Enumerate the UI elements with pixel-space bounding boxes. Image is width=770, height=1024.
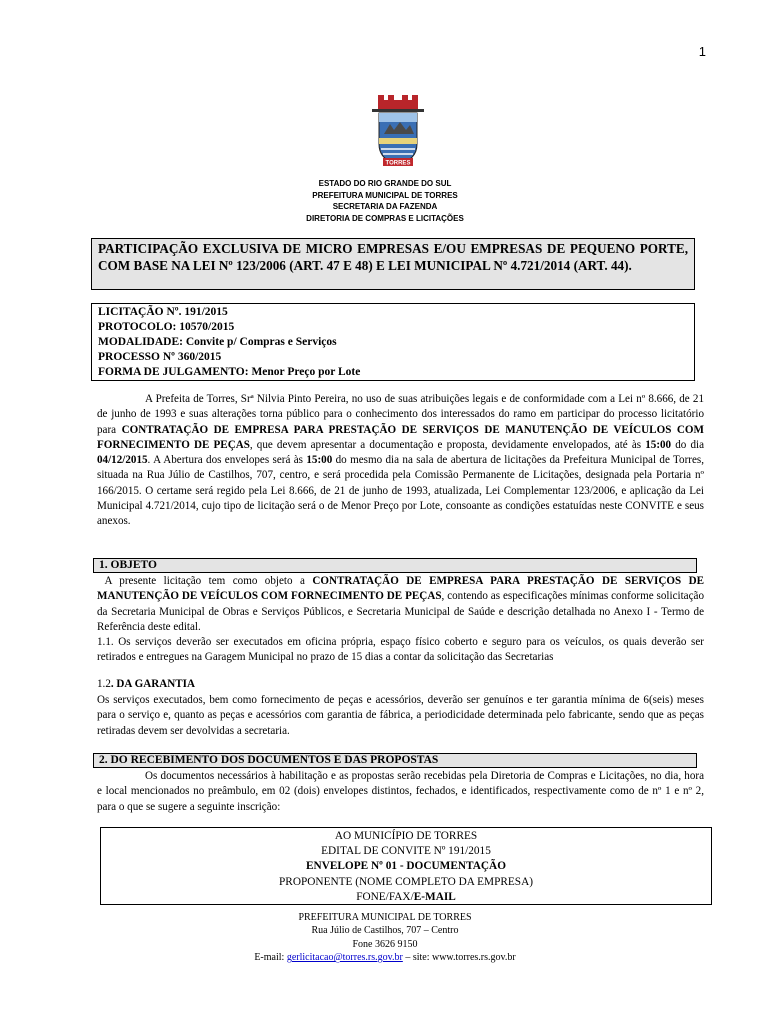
judgment-form: FORMA DE JULGAMENTO: Menor Preço por Lote [98,366,361,378]
municipal-coat-of-arms [372,94,424,168]
letterhead-secretaria: SECRETARIA DA FAZENDA [332,202,438,211]
letterhead [0,178,770,224]
notice-title: PARTICIPAÇÃO EXCLUSIVA DE MICRO EMPRESAS E/OU EMPRESAS DE PEQUENO PORTE, COM BASE NA LEI Nº 123/2006 (ART. 47 E 48) E LEI MUNICIPAL Nº 4.721/2014 (ART. 44). [91,238,695,290]
letterhead-prefeitura: PREFEITURA MUNICIPAL DE TORRES [312,190,458,200]
crest-label: TORRES [385,160,411,167]
envelope-line-3: ENVELOPE Nº 01 - DOCUMENTAÇÃO [306,860,506,873]
footer-contact: E-mail: gerlicitacao@torres.rs.gov.br – site: www.torres.rs.gov.br [254,952,516,964]
letterhead-diretoria: DIRETORIA DE COMPRAS E LICITAÇÕES [306,213,464,223]
licitation-info-box [91,303,695,381]
email-link[interactable]: gerlicitacao@torres.rs.gov.br [286,952,403,964]
deadline-time: 15:00 [645,438,672,451]
footer-site: – site: www.torres.rs.gov.br [402,952,516,964]
section-2-paragraph: Os documentos necessários à habilitação e as propostas serão recebidas pela Diretoria de Compras e Licitações, no dia, hora e local mencionados no preâmbulo, em 02 (dois) envelopes distintos, fechados, e identificados, respectivamente como de nº 1 e nº 2, para o que se sugere a seguinte inscrição: [97,770,704,813]
envelope-label-box [100,827,712,905]
section-1-object: CONTRATAÇÃO DE EMPRESA PARA PRESTAÇÃO DE SERVIÇOS DE MANUTENÇÃO DE VEÍCULOS COM FORNECIMENTO DE PEÇAS [97,575,704,603]
envelope-line-1: AO MUNICÍPIO DE TORRES [334,830,478,842]
licitacao-number: LICITAÇÃO Nº. 191/2015 [98,306,228,318]
deadline-date: 04/12/2015 [97,454,148,467]
modality: MODALIDADE: Convite p/ Compras e Serviços [98,336,337,348]
footer-prefeitura: PREFEITURA MUNICIPAL DE TORRES [298,912,472,923]
section-1-paragraph: A presente licitação tem como objeto a CONTRATAÇÃO DE EMPRESA PARA PRESTAÇÃO DE SERVIÇOS DE MANUTENÇÃO DE VEÍCULOS COM FORNECIMENTO DE PEÇAS, contendo as especificações mínimas conforme solicitação da Secretaria Municipal de Obras e Serviços Públicos, e Secretaria Municipal de Saúde e descrição detalhada no Anexo I - Termo de Referência deste edital. [97,575,704,633]
protocol-number: PROTOCOLO: 10570/2015 [98,321,235,333]
footer-phone: Fone 3626 9150 [352,938,418,950]
page-footer [0,911,770,965]
section-1-heading: 1. OBJETO [93,558,697,573]
intro-paragraph: A Prefeita de Torres, Srª Nilvia Pinto Pereira, no uso de suas atribuições legais e de conformidade com a Lei nº 8.666, de 21 de junho de 1993 e suas alterações torna público para o conhecimento dos interessados do ramo em participar do processo licitatório para CONTRATAÇÃO DE EMPRESA PARA PRESTAÇÃO DE SERVIÇOS DE MANUTENÇÃO DE VEÍCULOS COM FORNECIMENTO DE PEÇAS, que devem apresentar a documentação e proposta, devidamente envelopados, até às 15:00 do dia 04/12/2015. A Abertura dos envelopes será às 15:00 do mesmo dia na sala de abertura de licitações da Prefeitura Municipal de Torres, situada na Rua Júlio de Castilhos, 707, centro, e será procedida pela Comissão Permanente de Licitações, designada pela Portaria nº 166/2015. O certame será regido pela Lei 8.666, de 21 de junho de 1993, atualizada, Lei Complementar 123/2006, e aplicação da Lei Municipal 4.721/2014, cujo tipo de licitação será o de Menor Preço por Lote, consoante as condições estatuídas neste CONVITE e seus anexos. [97,393,704,528]
item-1-1: 1.1. Os serviços deverão ser executados em oficina própria, espaço físico coberto e seguro para os veículos, os quais deverão ser retirados e entregues na Garagem Municipal no prazo de 15 dias a contar da solicitação das Secretarias [97,636,704,664]
footer-address: Rua Júlio de Castilhos, 707 – Centro [311,925,459,937]
intro-object: CONTRATAÇÃO DE EMPRESA PARA PRESTAÇÃO DE SERVIÇOS DE MANUTENÇÃO DE VEÍCULOS COM FORNECIMENTO DE PEÇAS [97,423,704,451]
item-1-2-heading: 1.2. DA GARANTIA [97,678,196,690]
envelope-line-5: FONE/FAX/E-MAIL [356,890,456,903]
envelope-line-2: EDITAL DE CONVITE Nº 191/2015 [321,845,491,858]
guarantee-paragraph: Os serviços executados, bem como fornecimento de peças e acessórios, deverão ser genuínos e ter garantia mínima de 6(seis) meses para o serviço e, quanto as peças e acessórios com garantia de fábrica, a periodicidade determinada pelo fabricante, sendo que as peças retiradas devem ser devolvidas a secretaria. [97,694,704,737]
envelope-line-4: PROPONENTE (NOME COMPLETO DA EMPRESA) [279,875,533,888]
process-number: PROCESSO Nº 360/2015 [98,351,222,363]
page-number: 1 [698,44,706,59]
letterhead-state: ESTADO DO RIO GRANDE DO SUL [318,179,452,188]
section-2-heading: 2. DO RECEBIMENTO DOS DOCUMENTOS E DAS PROPOSTAS [93,753,697,768]
opening-time: 15:00 [306,454,333,467]
